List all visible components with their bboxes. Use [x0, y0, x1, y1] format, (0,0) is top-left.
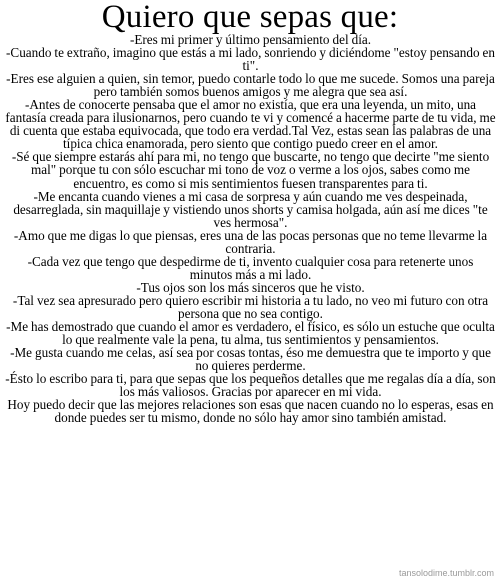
paragraph-1: -Eres mi primer y último pensamiento del día. [129, 32, 372, 47]
paragraph-11: -Me has demostrado que cuando el amor es verdadero, el físico, es sólo un estuche que oculta lo que realmente vale la pena, tu alma, tus sentimientos y pensamientos. [6, 319, 495, 348]
paragraph-12: -Me gusta cuando me celas, así sea por cosas tontas, éso me demuestra que te importo y que no quieres perderme. [10, 345, 491, 374]
paragraph-13: -Ésto lo escribo para ti, para que sepas que los pequeños detalles que me regalas día a día, son los más valiosos. Gracias por aparecer en mi vida. [5, 371, 496, 400]
paragraph-4: -Antes de conocerte pensaba que el amor no existía, que era una leyenda, un mito, una fantasía creada para ilusionarnos, pero cuando te vi y comencé a hacerme parte de tu vida, me di cuenta que estaba equivocada, que todo era verdad.Tal Vez, estas sean las palabras de una típica chica enamorada, pero siento que contigo puedo creer en el amor. [5, 97, 496, 152]
paragraph-8: -Cada vez que tengo que despedirme de ti, invento cualquier cosa para retenerte unos minutos más a mi lado. [27, 253, 474, 282]
paragraph-3: -Eres ese alguien a quien, sin temor, puedo contarle todo lo que me sucede. Somos una pareja pero también somos buenos amigos y me alegra que sea así. [6, 71, 495, 100]
paragraph-5: -Sé que siempre estarás ahí para mi, no tengo que buscarte, no tengo que decirte "me siento mal" porque tu con sólo escuchar mi tono de voz o verme a los ojos, sabes como me encuentro, es como si mis sentimientos fuesen transparentes para ti. [11, 149, 490, 191]
paragraph-9: -Tus ojos son los más sinceros que he visto. [136, 279, 365, 295]
paragraph-7: -Amo que me digas lo que piensas, eres una de las pocas personas que no teme llevarme la contraria. [13, 227, 488, 256]
paragraph-6: -Me encanta cuando vienes a mi casa de sorpresa y aún cuando me ves despeinada, desarreglada, sin maquillaje y vistiendo unos shorts y camisa holgada, aún así me dices "te ves hermosa". [13, 188, 488, 230]
page-title: Quiero que sepas que: [101, 0, 399, 35]
paragraph-2: -Cuando te extraño, imagino que estás a mi lado, sonriendo y diciéndome "estoy pensando en ti". [6, 45, 495, 74]
watermark: tansolodime.tumblr.com [398, 568, 494, 578]
paragraph-10: -Tal vez sea apresurado pero quiero escribir mi historia a tu lado, no veo mi futuro con otra persona que no sea contigo. [12, 292, 489, 321]
quote-body [5, 33, 496, 424]
paragraph-14: Hoy puedo decir que las mejores relaciones son esas que nacen cuando no lo esperas, esas en donde puedes ser tu mismo, donde no sólo hay amor sino también amistad. [7, 397, 494, 426]
